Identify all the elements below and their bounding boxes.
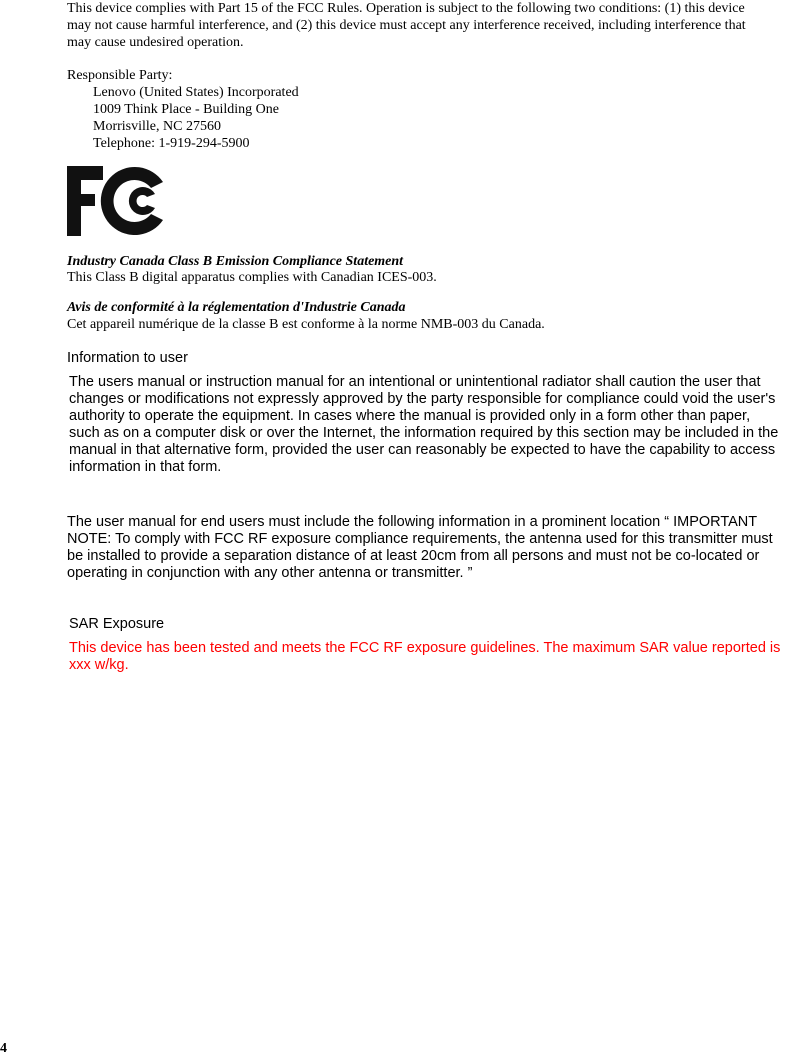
important-note-body: The user manual for end users must include the following information in a prominent location “ IMPORTANT NOTE: To comply with FCC RF exposure compliance requirements, the antenna used for this transmitter must be installed to provide a separation distance of at least 20cm from all persons and must not be co-located or operating in conjunction with any other antenna or transmitter. ” (67, 514, 773, 581)
fcc-logo-inner-c (129, 187, 155, 215)
sar-exposure-title: SAR Exposure (69, 616, 165, 632)
city-state-zip: Morrisville, NC 27560 (93, 119, 221, 134)
avis-statement: Cet appareil numérique de la classe B est conforme à la norme NMB-003 du Canada. (67, 317, 545, 332)
responsible-party-label: Responsible Party: (67, 68, 173, 83)
fcc-logo-f-top (67, 166, 103, 180)
fcc-logo-f-mid (67, 194, 95, 206)
page-number: 4 (0, 1041, 7, 1056)
street-address: 1009 Think Place - Building One (93, 102, 279, 117)
information-to-user-title: Information to user (67, 350, 188, 366)
fcc-logo-icon (67, 166, 167, 236)
fcc-compliance-statement: This device complies with Part 15 of the FCC Rules. Operation is subject to the following two conditions: (1) this device may not cause harmful interference, and (2) this device must accept any interference received, including interference that may cause undesired operation. (67, 1, 746, 50)
sar-exposure-body: This device has been tested and meets the FCC RF exposure guidelines. The maximum SAR value reported is xxx w/kg. (69, 640, 781, 673)
industry-canada-statement: This Class B digital apparatus complies with Canadian ICES-003. (67, 270, 437, 285)
avis-heading: Avis de conformité à la réglementation d'Industrie Canada (67, 300, 406, 315)
company-name: Lenovo (United States) Incorporated (93, 85, 299, 100)
industry-canada-heading: Industry Canada Class B Emission Compliance Statement (67, 254, 404, 269)
information-to-user-body: The users manual or instruction manual for an intentional or unintentional radiator shall caution the user that changes or modifications not expressly approved by the party responsible for compliance could void the user's authority to operate the equipment. In cases where the manual is provided only in a form other than paper, such as on a computer disk or over the Internet, the information required by this section may be included in the manual in that alternative form, provided the user can reasonably be expected to have the capability to access information in that form. (69, 374, 779, 475)
telephone: Telephone: 1-919-294-5900 (93, 136, 250, 151)
responsible-party-address (93, 84, 299, 152)
